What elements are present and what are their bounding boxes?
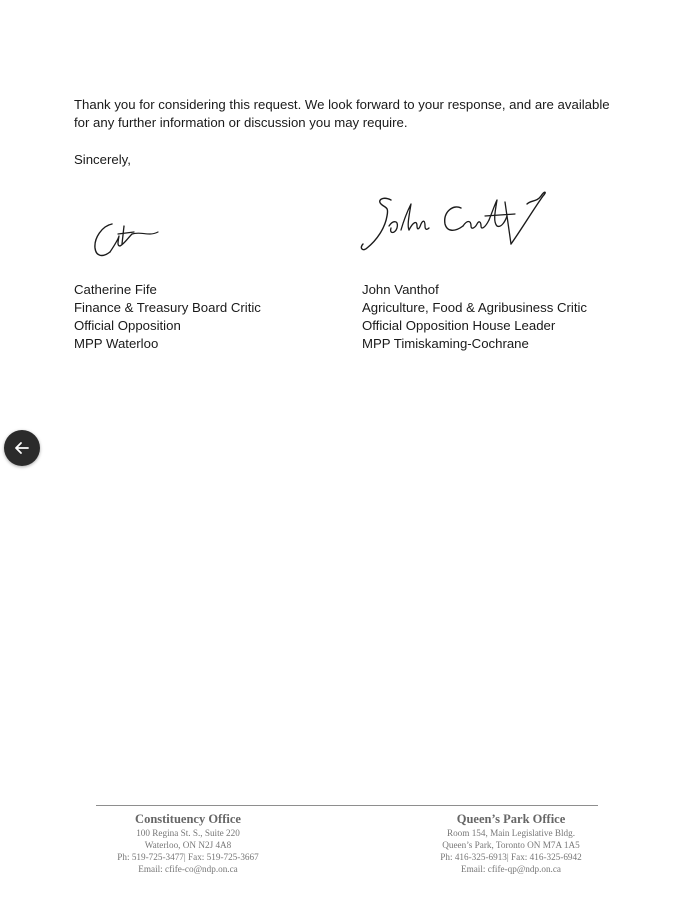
signatory-block-fife xyxy=(74,281,344,353)
office-phone: Ph: 416-325-6913| Fax: 416-325-6942 xyxy=(440,852,582,862)
signatory-name: Catherine Fife xyxy=(74,282,157,297)
letter-closing: Sincerely, xyxy=(74,152,131,167)
signature-john-vanthof xyxy=(355,186,555,262)
office-email: Email: cfife-qp@ndp.on.ca xyxy=(460,864,562,874)
back-button[interactable] xyxy=(4,430,40,466)
office-email: Email: cfife-co@ndp.on.ca xyxy=(138,864,238,874)
footer-divider xyxy=(96,805,598,806)
office-city: Queen’s Park, Toronto ON M7A 1A5 xyxy=(442,840,580,850)
arrow-left-icon xyxy=(13,439,31,457)
office-city: Waterloo, ON N2J 4A8 xyxy=(144,840,232,850)
signatory-title: Official Opposition House Leader xyxy=(362,318,556,333)
signatory-title: Agriculture, Food & Agribusiness Critic xyxy=(362,300,588,315)
signature-catherine-fife xyxy=(88,210,168,262)
signatory-title: Official Opposition xyxy=(74,318,181,333)
office-title: Constituency Office xyxy=(135,812,241,826)
office-address: 100 Regina St. S., Suite 220 xyxy=(136,828,240,838)
signatory-title: MPP Waterloo xyxy=(74,336,159,351)
signatory-block-vanthof xyxy=(362,281,662,353)
office-title: Queen’s Park Office xyxy=(456,812,566,826)
queens-park-office xyxy=(420,811,602,875)
letter-body: Thank you for considering this request. We look forward to your response, and are available for any further information or discussion you may require. xyxy=(74,97,610,130)
signatory-title: Finance & Treasury Board Critic xyxy=(74,300,261,315)
signatory-title: MPP Timiskaming-Cochrane xyxy=(362,336,529,351)
office-address: Room 154, Main Legislative Bldg. xyxy=(446,828,576,838)
office-phone: Ph: 519-725-3477| Fax: 519-725-3667 xyxy=(117,852,259,862)
constituency-office xyxy=(100,811,276,875)
signatory-name: John Vanthof xyxy=(362,282,439,297)
